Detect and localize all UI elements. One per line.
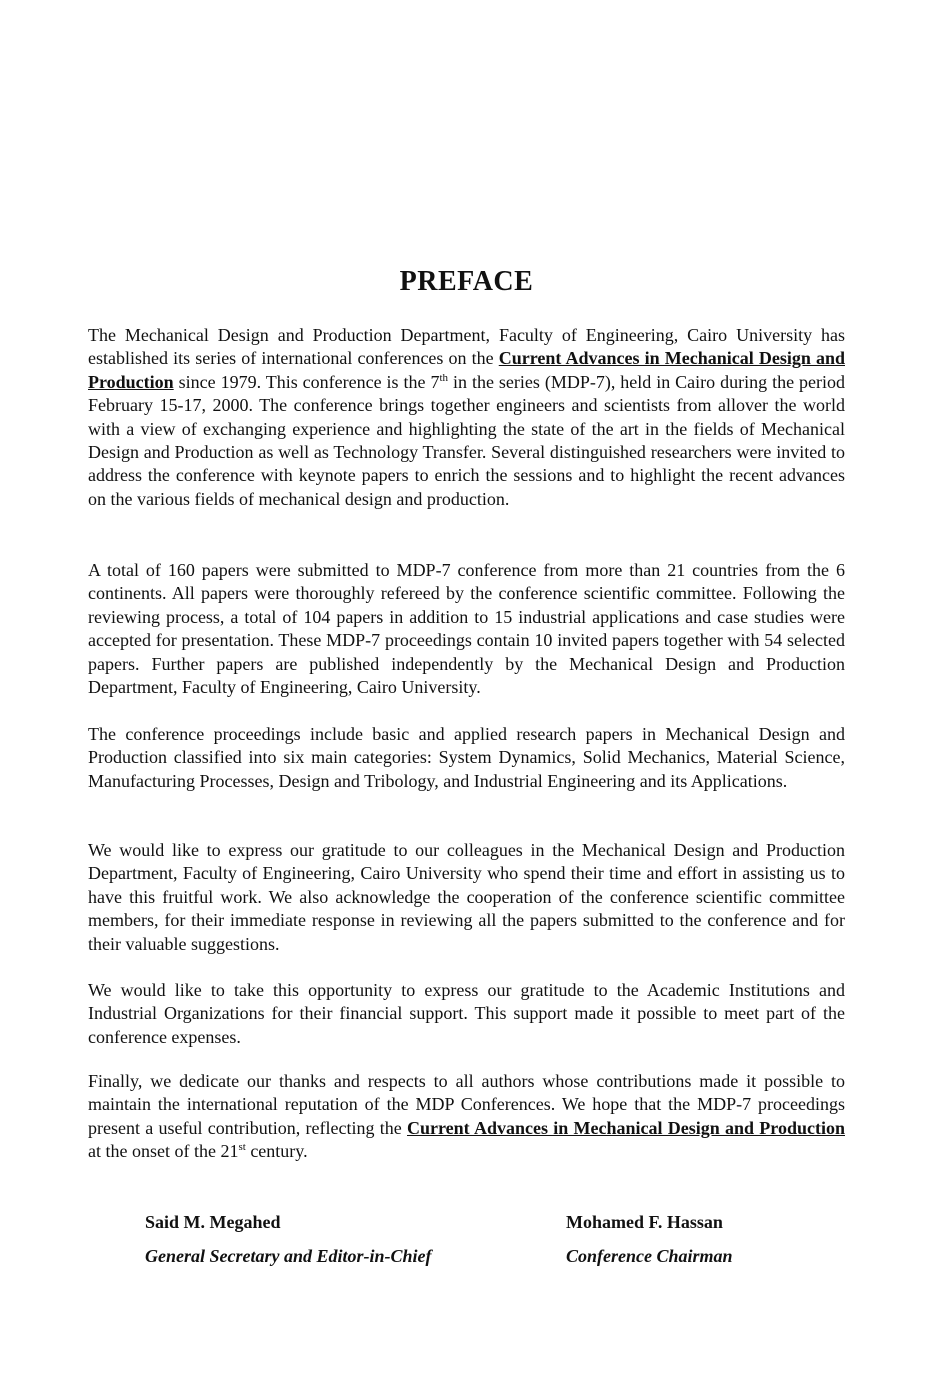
- paragraph-intro: [88, 324, 845, 511]
- paragraph-intro-text-d: in the series (MDP-7), held in Cairo during the period February 15-17, 2000. The conference brings together engineers and scientists from allover the world with a view of exchanging experience and highlighting the state of the art in the fields of Mechanical Design and Production as well as Technology Transfer. Several distinguished researchers were invited to address the conference with keynote papers to enrich the sessions and to highlight the recent advances on the various fields of mechanical design and production.: [88, 371, 845, 509]
- paragraph-categories: The conference proceedings include basic and applied research papers in Mechanical Design and Production classified into six main categories: System Dynamics, Solid Mechanics, Material Science, Manufacturing Processes, Design and Tribology, and Industrial Engineering and its Applications.: [88, 724, 845, 791]
- ordinal-superscript: th: [439, 371, 449, 384]
- paragraph-gratitude-colleagues: We would like to express our gratitude to our colleagues in the Mechanical Design and Production Department, Faculty of Engineering, Cairo University who spend their time and effort in assisting us to have this fruitful work. We also acknowledge the cooperation of the conference scientific committee members, for their immediate response in reviewing all the papers submitted to the conference and for their valuable suggestions.: [88, 840, 845, 954]
- conference-series-title: Current Advances in Mechanical Design and Production: [407, 1117, 845, 1138]
- paragraph-intro-text-a: The Mechanical Design and Production Department, Faculty of Engineering, Cairo University has established its series of international conferences on the: [88, 325, 845, 369]
- paragraph-dedication: [88, 1070, 845, 1164]
- document-page: [88, 0, 845, 1380]
- paragraph-intro-text-c: since 1979. This conference is the 7: [173, 371, 440, 392]
- paragraph-gratitude-sponsors: We would like to take this opportunity to express our gratitude to the Academic Institutions and Industrial Organizations for their financial support. This support made it possible to meet part of the conference expenses.: [88, 980, 845, 1047]
- signatory-name: Said M. Megahed: [145, 1212, 281, 1232]
- signatory-name: Mohamed F. Hassan: [566, 1212, 723, 1232]
- signatory-role: Conference Chairman: [566, 1246, 733, 1266]
- paragraph-dedication-text-c: at the onset of the 21: [88, 1141, 239, 1162]
- conference-series-title: Current Advances in Mechanical Design and Production: [88, 348, 845, 392]
- paragraph-submissions: A total of 160 papers were submitted to MDP-7 conference from more than 21 countries from the 6 continents. All papers were thoroughly refereed by the conference scientific committee. Following the reviewing process, a total of 104 papers in addition to 15 industrial applications and case studies were accepted for presentation. These MDP-7 proceedings contain 10 invited papers together with 54 selected papers. Further papers are published independently by the Mechanical Design and Production Department, Faculty of Engineering, Cairo University.: [88, 560, 845, 698]
- paragraph-dedication-text-d: century.: [245, 1141, 308, 1162]
- signatory-role: General Secretary and Editor-in-Chief: [145, 1246, 432, 1266]
- signature-block-chairman: [566, 1210, 733, 1268]
- signature-block-editor: [145, 1210, 432, 1268]
- page-title: PREFACE: [399, 266, 534, 297]
- paragraph-dedication-text-a: Finally, we dedicate our thanks and respects to all authors whose contributions made it possible to maintain the international reputation of the MDP Conferences. We hope that the MDP-7 proceedings present a useful contribution, reflecting the: [88, 1071, 845, 1138]
- ordinal-superscript: st: [238, 1141, 246, 1154]
